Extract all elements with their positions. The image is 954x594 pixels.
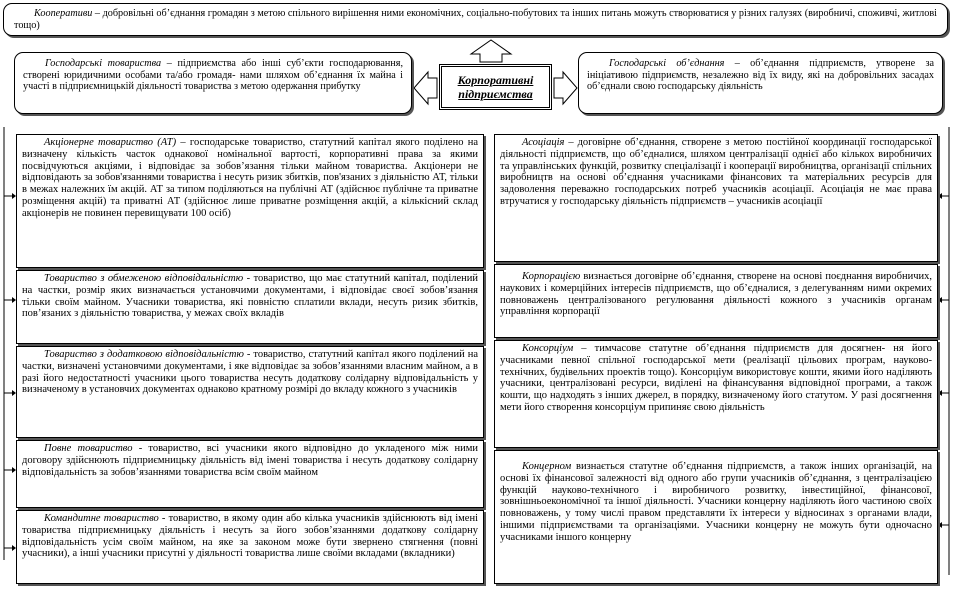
business-companies-text: – підприємства або інші суб’єкти господарювання, створені юридичними особами та/або громадя- нами шляхом об’єднання їх майна і участі в підприємницькій діяльності товариства з метою одержання прибутку: [23, 58, 403, 93]
additional-liability-company-box: [16, 346, 484, 438]
limited-partnership-text: - товариство, в якому один або кілька учасників здійснюють від імені товариства підприємницьку діяльність і несуть за його зобов’язаннями додаткову солідарну відповідальність усім своїм майном, на яке за законом може бути звернено стягнення (повні учасники), а інші учасники присутні у діяльності товариства лише своїми вкладами (вкладники): [22, 513, 478, 560]
business-associations-box: [578, 52, 943, 114]
llc-text: - товариство, що має статутний капітал, поділений на частки, розмір яких визначається установчими документами, і відповідає своєї зобов’язання тільки своїм майном. Учасники товариства, які повністю сплатили вклади, несуть ризик збитків, пов’язаних з діяльністю товариства, у межах своїх вкладів: [22, 273, 478, 320]
joint-stock-company-box: [16, 134, 484, 268]
business-associations-term: Господарські об’єднання: [609, 58, 725, 69]
association-box: [494, 134, 938, 262]
corporation-box: [494, 264, 938, 338]
general-partnership-box: [16, 440, 484, 508]
corporate-enterprises-box: [439, 64, 552, 110]
general-partnership-term: Повне товариство: [44, 443, 133, 454]
concern-text: визнається статутне об’єднання підприємств, а також інших організацій, на основі їх фінансової залежності від одного або групи учасників об’єднання, з централізацією функцій науково-технічного і виробничого розвитку, інвестиційної, фінансової, зовнішньоекономічної та іншої діяльності. Учасники концерну наділяють його частиною своїх повноважень, у тому числі правом представляти їх інтереси у відносинах з органами влади, іншими підприємствами та організаціями. Учасники концерну не можуть бути одночасно учасниками іншого концерну: [500, 461, 932, 543]
consortium-text: – тимчасове статутне об’єднання підприємств для досягнен- ня його учасниками певної спільної господарської мети (реалізації цільових програм, науково-технічних, будівельних проектів тощо). Консорціум використовує кошти, якими його наділяють учасники, централізовані ресурси, виділені на фінансування відповідної програми, а також кошти, що надходять з інших джерел, в порядку, визначеному його статутом. У разі досягнення мети його створення консорціум припиняє свою діяльність: [500, 343, 932, 413]
business-companies-box: [14, 52, 412, 114]
consortium-term: Консорціум: [522, 343, 574, 354]
cooperatives-text: – добровільні об’єднання громадян з метою спільного вирішення ними економічних, соціально-побутових та інших питань можуть створюватися у різних галузях (виробничі, споживчі, житлові тощо): [14, 8, 937, 31]
right-branch-arrows: [938, 193, 949, 528]
general-partnership-text: - товариство, всі учасники якого відповідно до укладеного між ними договору здійснюють підприємницьку діяльність від імені товариства і несуть додаткову солідарну відповідальність за зобов’язаннями товариства всім своїм майном: [22, 443, 478, 478]
cooperatives-box: [3, 3, 948, 36]
corporate-enterprises-label: Корпоративні підприємства: [457, 73, 534, 101]
joint-stock-company-term: Акціонерне товариство (АТ): [44, 137, 177, 148]
up-arrow-icon: [471, 40, 511, 62]
consortium-box: [494, 340, 938, 448]
business-companies-term: Господарські товариства: [45, 58, 162, 69]
association-text: – договірне об’єднання, створене з метою постійної координації господарської діяльності підприємств, що об’єдналися, шляхом централізації однієї або кількох виробничих та управлінських функцій, розвитку спеціалізації і кооперації виробництва, організації спільних виробництв на основі об’єднання учасниками фінансових та матеріальних ресурсів для задоволення переважно господарських потреб учасників асоціації. Асоціація не має права втручатися у господарську діяльність підприємств – учасників асоціації: [500, 137, 932, 207]
left-branch-arrows: [4, 193, 16, 551]
joint-stock-company-text: – господарське товариство, статутний капітал якого поділено на визначену кількість часток однакової номінальної вартості, корпоративні права за якими посвідчуються акціями, і відповідає за зобов’язання тільки майном товариства. Акціонери не відповідають за зобов'язаннями товариства і несуть ризик збитків, пов'язаних з діяльністю АТ, тільки в межах належних їм акцій. АТ за типом поділяються на публічні АТ (здійснює публічне та приватне розміщення акцій) та приватні АТ (здійснює лише приватне розміщення акцій, а кількісний склад акціонерів не повинен перевищувати 100 осіб): [22, 137, 478, 219]
left-arrow-icon: [414, 72, 437, 104]
limited-partnership-box: [16, 510, 484, 584]
right-arrow-icon: [554, 72, 577, 104]
concern-term: Концерном: [522, 461, 572, 472]
corporation-text: визнається договірне об’єднання, створене на основі поєднання виробничих, наукових і комерційних інтересів підприємств, що об’єдналися, з делегуванням ними окремих повноважень централізованого регулювання діяльності кожного з учасників органам управління корпорації: [500, 271, 932, 318]
limited-partnership-term: Командитне товариство: [44, 513, 159, 524]
llc-term: Товариство з обмеженою відповідальністю: [44, 273, 244, 284]
business-associations-text: – об’єднання підприємств, утворене за ініціативою підприємств, незалежно від їх виду, які на добровільних засадах об’єднали свою господарську діяльність: [587, 58, 935, 93]
llc-box: [16, 270, 484, 344]
concern-box: [494, 450, 938, 584]
additional-liability-company-term: Товариство з додатковою відповідальністю: [44, 349, 244, 360]
corporation-term: Корпорацією: [522, 271, 581, 282]
association-term: Асоціація: [522, 137, 565, 148]
additional-liability-company-text: - товариство, статутний капітал якого поділений на частки, визначені установчими документами, і яке відповідає за зобов’язаннями власним майном, а в разі його недостатності учасники цього товариства несуть додаткову солідарну відповідальність у визначеному в установчих документах однаково кратному розмірі до вкладу кожного з учасників: [22, 349, 479, 396]
cooperatives-term: Кооперативи: [34, 8, 93, 19]
